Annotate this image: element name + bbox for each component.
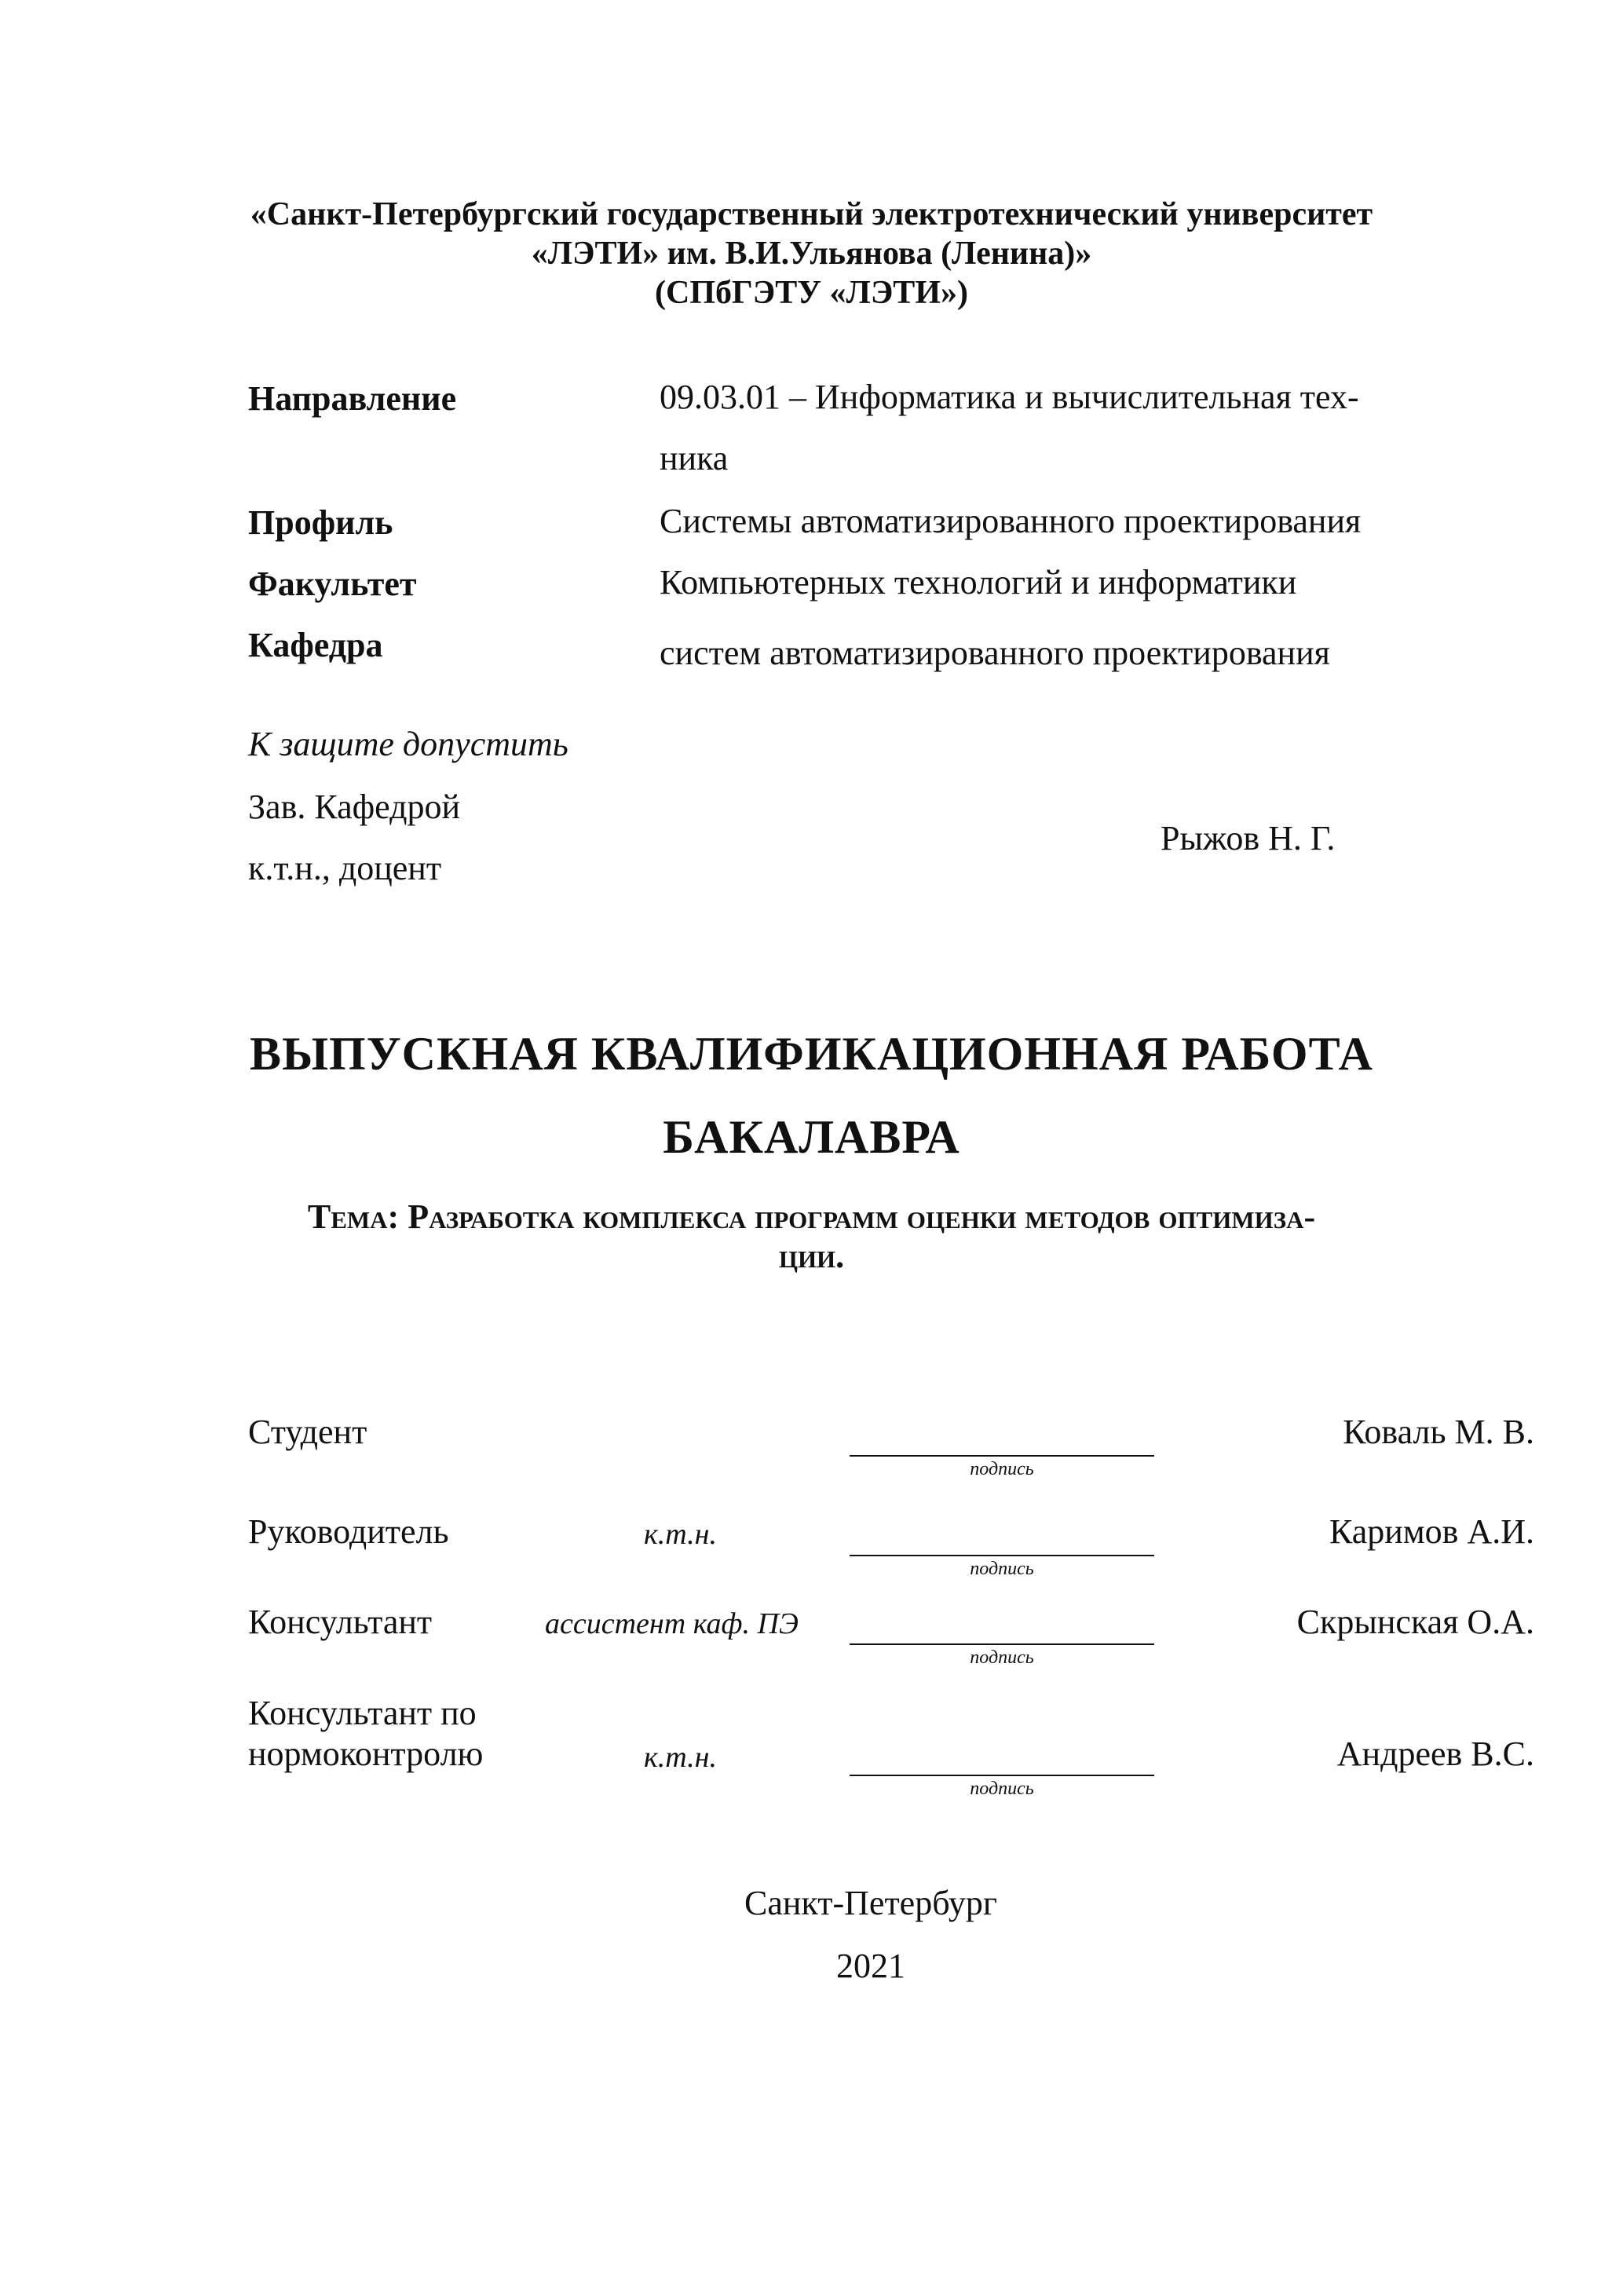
signature-role-student: Студент — [248, 1413, 367, 1451]
signature-name-normcontrol: Андреев В.С. — [1336, 1735, 1534, 1773]
signature-role-consultant: Консультант — [248, 1603, 433, 1641]
university-abbreviation: (СПбГЭТУ «ЛЭТИ») — [655, 275, 968, 311]
signature-line-student — [850, 1455, 1154, 1457]
signature-hint: подпись — [970, 1559, 1034, 1579]
footer-year: 2021 — [836, 1947, 905, 1985]
university-name-line-1: «Санкт-Петербургский государственный электротехнический университет — [250, 196, 1373, 232]
profile-value: Системы автоматизированного проектирования — [660, 502, 1362, 540]
admit-to-defense: К защите допустить — [248, 725, 568, 763]
direction-value-line-1: 09.03.01 – Информатика и вычислительная тех- — [660, 378, 1359, 416]
signature-degree-supervisor: к.т.н. — [644, 1518, 718, 1551]
faculty-label: Факультет — [248, 565, 417, 603]
signature-line-supervisor — [850, 1555, 1154, 1556]
signature-line-normcontrol — [850, 1775, 1154, 1776]
signature-role-normcontrol-line-2: нормоконтролю — [248, 1735, 484, 1773]
signature-name-consultant: Скрынская О.А. — [1296, 1603, 1534, 1641]
signature-role-supervisor: Руководитель — [248, 1512, 449, 1551]
signature-hint: подпись — [970, 1647, 1034, 1668]
university-name-line-2: «ЛЭТИ» им. В.И.Ульянова (Ленина)» — [531, 236, 1092, 272]
direction-value-line-2: ника — [660, 439, 729, 477]
signature-hint: подпись — [970, 1459, 1034, 1479]
signature-degree-consultant: ассистент каф. ПЭ — [545, 1607, 799, 1640]
department-label: Кафедра — [248, 626, 383, 664]
topic-line-2: ции. — [778, 1237, 845, 1275]
direction-label: Направление — [248, 379, 457, 418]
work-title-line-1: ВЫПУСКНАЯ КВАЛИФИКАЦИОННАЯ РАБОТА — [250, 1028, 1373, 1080]
signature-name-supervisor: Каримов А.И. — [1329, 1512, 1534, 1551]
profile-label: Профиль — [248, 503, 393, 542]
signature-name-student: Коваль М. В. — [1343, 1413, 1534, 1451]
topic-line-1: Тема: Разработка комплекса программ оценки методов оптимиза- — [307, 1197, 1316, 1236]
head-name: Рыжов Н. Г. — [1161, 819, 1336, 857]
department-value: систем автоматизированного проектирования — [660, 634, 1330, 672]
signature-role-normcontrol-line-1: Консультант по — [248, 1694, 477, 1732]
signature-line-consultant — [850, 1643, 1154, 1645]
faculty-value: Компьютерных технологий и информатики — [660, 563, 1297, 601]
head-degree: к.т.н., доцент — [248, 849, 442, 887]
signature-hint: подпись — [970, 1779, 1034, 1799]
signature-degree-normcontrol: к.т.н. — [644, 1741, 718, 1774]
footer-city: Санкт-Петербург — [744, 1884, 997, 1922]
work-title-line-2: БАКАЛАВРА — [663, 1111, 960, 1163]
head-of-department: Зав. Кафедрой — [248, 788, 461, 826]
